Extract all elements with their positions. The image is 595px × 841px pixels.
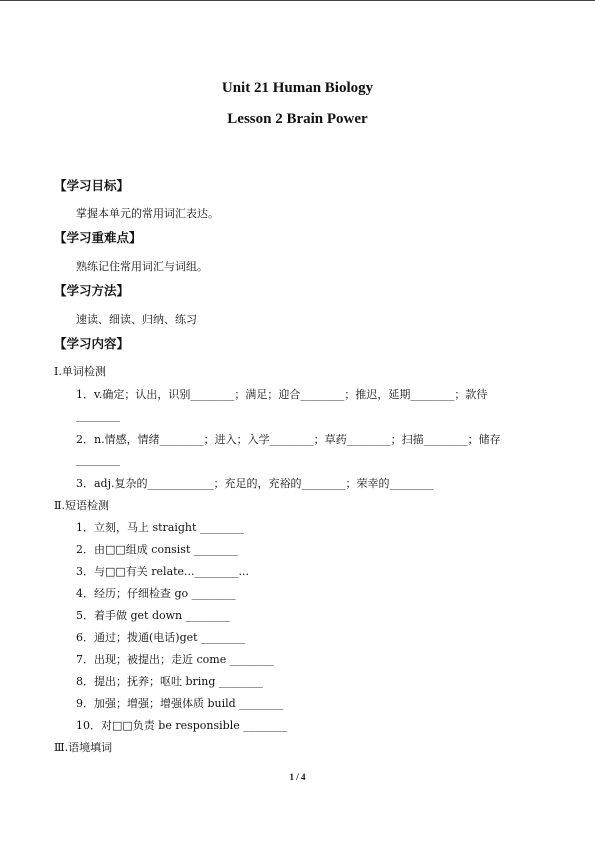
page-subtitle: Lesson 2 Brain Power: [227, 111, 368, 127]
part2-line: 1．立刻，马上 straight ________: [76, 521, 244, 534]
part2-line: 9．加强；增强；增强体质 build ________: [76, 697, 284, 710]
goal-text: 掌握本单元的常用词汇表达。: [76, 207, 219, 220]
method-heading: 【学习方法】: [54, 283, 130, 298]
part2-line: 6．通过；拨通(电话)get ________: [76, 631, 246, 644]
part1-line: ________: [76, 453, 120, 466]
key-points-text: 熟练记住常用词汇与词组。: [76, 260, 208, 273]
part2-line: 2．由□□组成 consist ________: [76, 543, 238, 556]
method-text: 速读、细读、归纳、练习: [76, 313, 197, 326]
goal-heading: 【学习目标】: [54, 178, 130, 193]
part2-heading: Ⅱ.短语检测: [54, 499, 109, 512]
part1-heading: Ⅰ.单词检测: [54, 365, 106, 378]
part1-line: 1．v.确定；认出，识别________；满足；迎合________；推迟，延期________；款待: [76, 388, 488, 401]
part1-line: 3．adj.复杂的____________；充足的，充裕的________；荣幸的________: [76, 477, 434, 490]
part2-line: 8．提出；抚养；呕吐 bring ________: [76, 675, 263, 688]
page-number: 1 / 4: [289, 772, 306, 782]
part3-heading: Ⅲ.语境填词: [54, 741, 113, 754]
part2-line: 4．经历；仔细检查 go ________: [76, 587, 236, 600]
part1-line: ________: [76, 409, 120, 422]
part2-line: 10．对□□负责 be responsible ________: [76, 719, 288, 732]
page-title: Unit 21 Human Biology: [221, 80, 374, 96]
part2-line: 3．与□□有关 relate...________...: [76, 565, 250, 578]
top-rule: [0, 0, 595, 1]
key-points-heading: 【学习重难点】: [54, 230, 142, 245]
part2-line: 5．着手做 get down ________: [76, 609, 230, 622]
part2-line: 7．出现；被提出；走近 come ________: [76, 653, 274, 666]
content-heading: 【学习内容】: [54, 336, 130, 351]
part1-line: 2．n.情感，情绪________；进入；入学________；草药________；扫描________；储存: [76, 433, 501, 446]
